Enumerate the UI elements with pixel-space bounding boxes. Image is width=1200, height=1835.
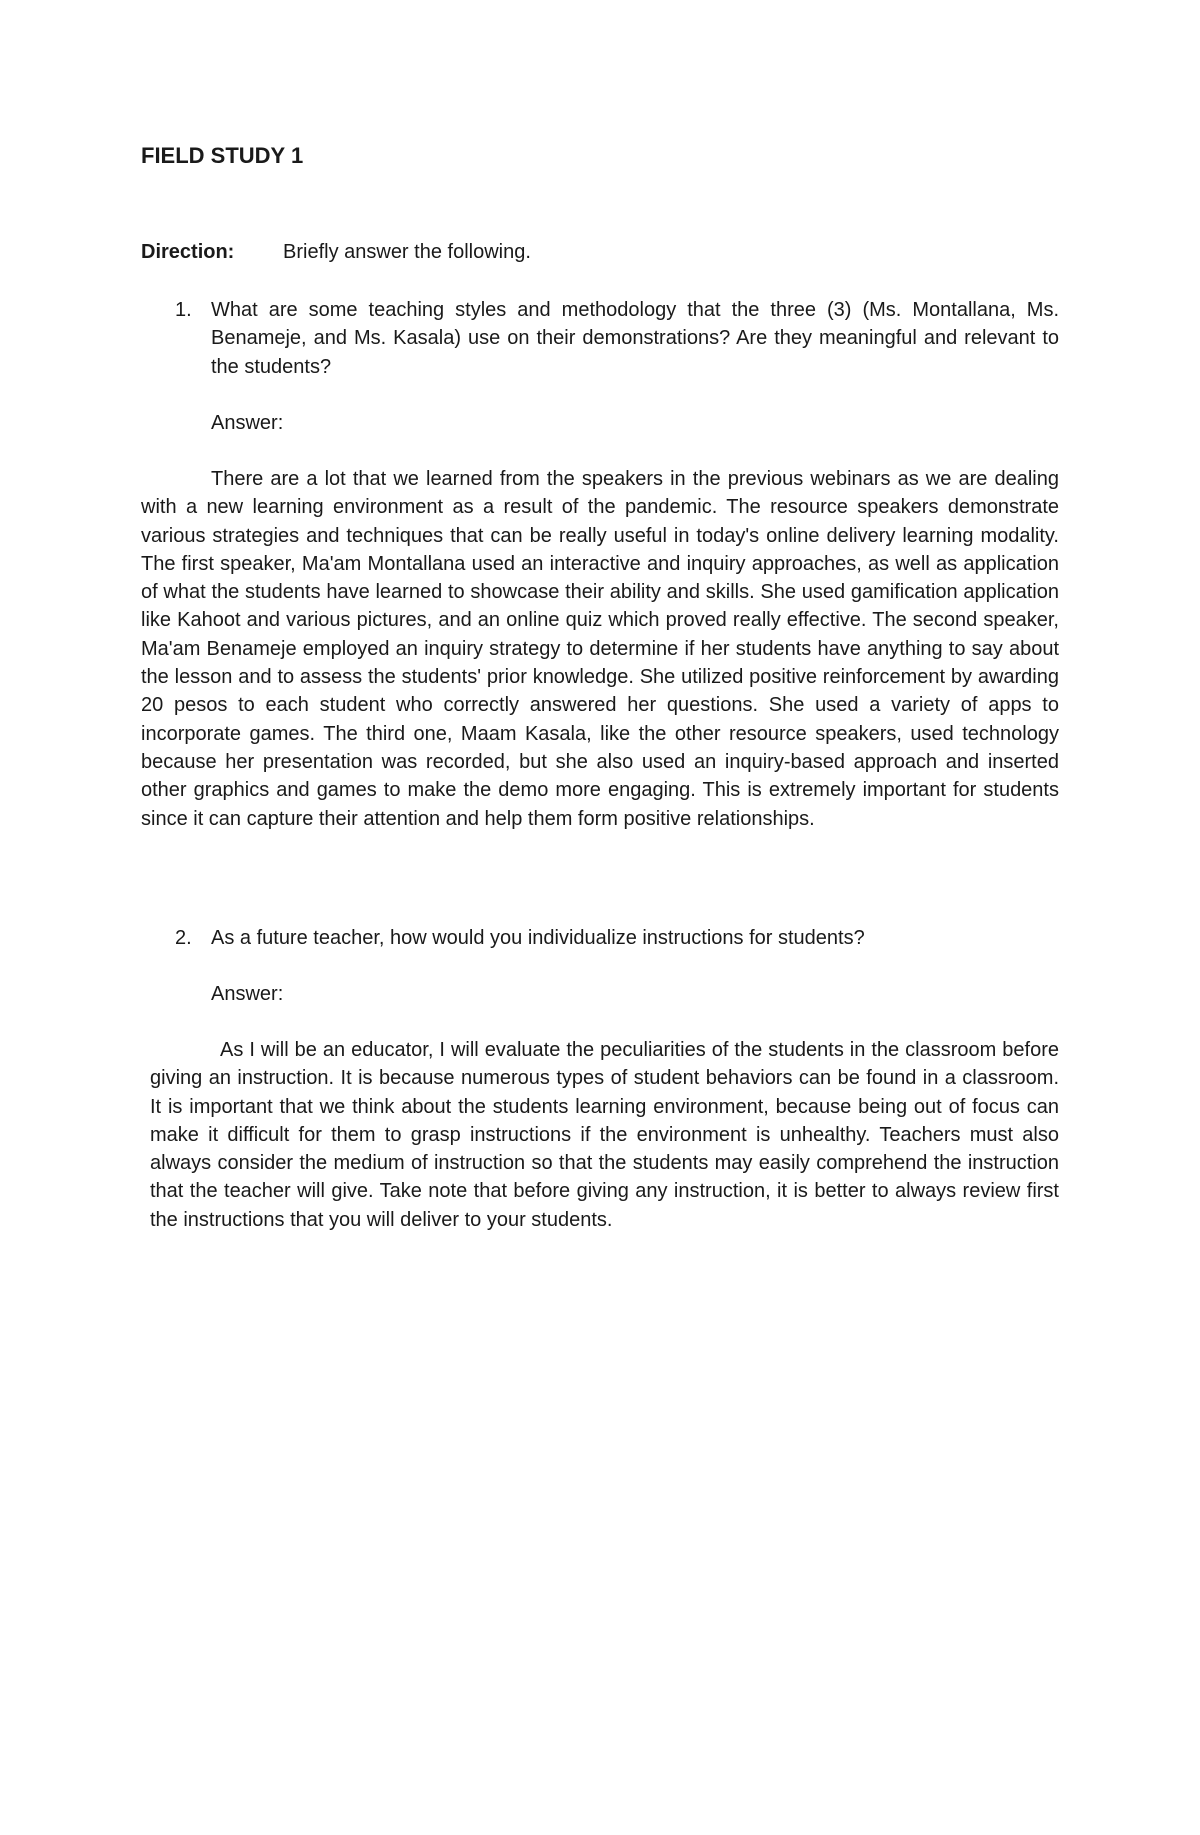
answer-label-2: Answer: (211, 983, 284, 1005)
question-2 (141, 924, 1059, 952)
answer-label-1: Answer: (211, 412, 284, 434)
answer-body-1: There are a lot that we learned from the speakers in the previous webinars as we are dealing with a new learning environment as a result of the pandemic. The resource speakers demonstrate various strategies and techniques that can be really useful in today's online delivery learning modality. The first speaker, Ma'am Montallana used an interactive and inquiry approaches, as well as application of what the students have learned to showcase their ability and skills. She used gamification application like Kahoot and various pictures, and an online quiz which proved really effective. The second speaker, Ma'am Benameje employed an inquiry strategy to determine if her students have anything to say about the lesson and to assess the students' prior knowledge. She utilized positive reinforcement by awarding 20 pesos to each student who correctly answered her questions. She used a variety of apps to incorporate games. The third one, Maam Kasala, like the other resource speakers, used technology because her presentation was recorded, but she also used an inquiry-based approach and inserted other graphics and games to make the demo more engaging. This is extremely important for students since it can capture their attention and help them form positive relationships. (141, 468, 1059, 830)
answer-body-2: As I will be an educator, I will evaluate the peculiarities of the students in the classroom before giving an instruction. It is because numerous types of student behaviors can be found in a classroom. It is important that we think about the students learning environment, because being out of focus can make it difficult for them to grasp instructions if the environment is unhealthy. Teachers must also always consider the medium of instruction so that the students may easily comprehend the instruction that the teacher will give. Take note that before giving any instruction, it is better to always review first the instructions that you will deliver to your students. (150, 1039, 1059, 1231)
question-text: As a future teacher, how would you individualize instructions for students? (211, 927, 865, 949)
document-title: FIELD STUDY 1 (141, 143, 304, 168)
direction-row (141, 238, 531, 266)
question-number: 1. (175, 299, 192, 321)
question-text: What are some teaching styles and methodology that the three (3) (Ms. Montallana, Ms. Benameje, and Ms. Kasala) use on their demonstrations? Are they meaningful and relevant to the students? (211, 299, 1059, 378)
direction-label: Direction: (141, 241, 235, 263)
direction-text: Briefly answer the following. (283, 241, 531, 263)
question-1 (141, 296, 1059, 381)
question-number: 2. (175, 927, 192, 949)
